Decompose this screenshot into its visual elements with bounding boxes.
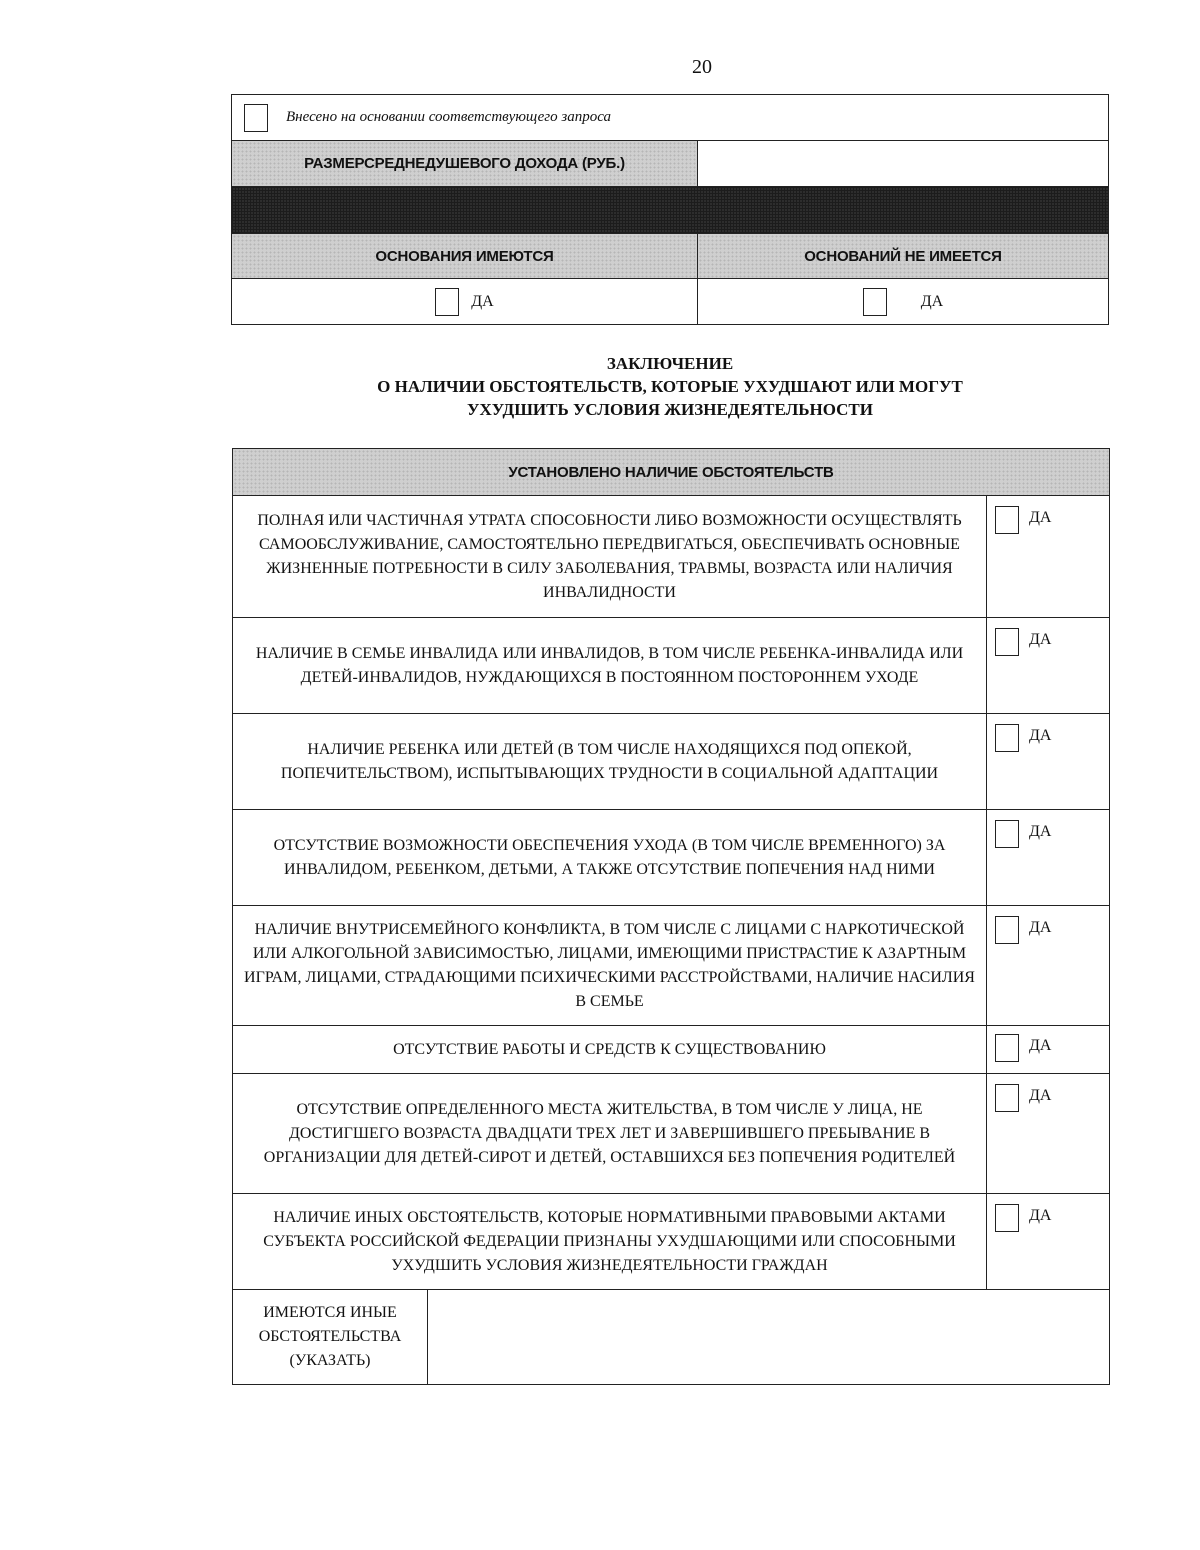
circumstance-row — [233, 714, 1110, 810]
circumstance-row — [233, 1074, 1110, 1194]
conclusion-title-line-1: ЗАКЛЮЧЕНИЕ — [606, 354, 734, 373]
grounds-exist-yes-label: ДА — [471, 292, 494, 310]
circumstance-yes-cell — [987, 1194, 1110, 1290]
grounds-exist-checkbox[interactable] — [435, 288, 459, 316]
circumstance-row — [233, 618, 1110, 714]
circumstance-text: ОТСУТСТВИЕ РАБОТЫ И СРЕДСТВ К СУЩЕСТВОВАНИЮ — [233, 1026, 987, 1074]
circumstance-yes-label: ДА — [1029, 509, 1052, 526]
conclusion-title-line-2: О НАЛИЧИИ ОБСТОЯТЕЛЬСТВ, КОТОРЫЕ УХУДШАЮТ ИЛИ МОГУТ — [377, 377, 963, 396]
circumstance-checkbox[interactable] — [995, 1034, 1019, 1062]
other-label-line-2: ОБСТОЯТЕЛЬСТВА — [258, 1328, 402, 1345]
request-note-row — [232, 95, 1109, 141]
circumstance-row — [233, 906, 1110, 1026]
circumstance-text: НАЛИЧИЕ РЕБЕНКА ИЛИ ДЕТЕЙ (В ТОМ ЧИСЛЕ НАХОДЯЩИХСЯ ПОД ОПЕКОЙ, ПОПЕЧИТЕЛЬСТВОМ), ИСПЫТЫВАЮЩИХ ТРУДНОСТИ В СОЦИАЛЬНОЙ АДАПТАЦИИ — [233, 714, 987, 810]
circumstance-text: НАЛИЧИЕ ВНУТРИСЕМЕЙНОГО КОНФЛИКТА, В ТОМ ЧИСЛЕ С ЛИЦАМИ С НАРКОТИЧЕСКОЙ ИЛИ АЛКОГОЛЬНОЙ ЗАВИСИМОСТЬЮ, ЛИЦАМИ, ИМЕЮЩИМИ ПРИСТРАСТИЕ К АЗАРТНЫМ ИГРАМ, ЛИЦАМИ, СТРАДАЮЩИМИ ПСИХИЧЕСКИМИ РАССТРОЙСТВАМИ, НАЛИЧИЕ НАСИЛИЯ В СЕМЬЕ — [233, 906, 987, 1026]
other-label-line-1: ИМЕЮТСЯ ИНЫЕ — [263, 1304, 397, 1321]
circumstance-row — [233, 1026, 1110, 1074]
circumstance-yes-label: ДА — [1029, 919, 1052, 936]
circumstance-text: НАЛИЧИЕ ИНЫХ ОБСТОЯТЕЛЬСТВ, КОТОРЫЕ НОРМАТИВНЫМИ ПРАВОВЫМИ АКТАМИ СУБЪЕКТА РОССИЙСКОЙ ФЕДЕРАЦИИ ПРИЗНАНЫ УХУДШАЮЩИМИ ИЛИ СПОСОБНЫМИ УХУДШИТЬ УСЛОВИЯ ЖИЗНЕДЕЯТЕЛЬНОСТИ ГРАЖДАН — [233, 1194, 987, 1290]
grounds-not-exist-yes-label: ДА — [920, 292, 944, 310]
grounds-not-exist-header: ОСНОВАНИЙ НЕ ИМЕЕТСЯ — [698, 234, 1109, 279]
circumstance-yes-label: ДА — [1029, 1087, 1052, 1104]
circumstance-yes-cell — [987, 906, 1110, 1026]
circumstance-row — [233, 1194, 1110, 1290]
circumstance-yes-cell — [987, 496, 1110, 618]
circumstance-text: ОТСУТСТВИЕ ВОЗМОЖНОСТИ ОБЕСПЕЧЕНИЯ УХОДА (В ТОМ ЧИСЛЕ ВРЕМЕННОГО) ЗА ИНВАЛИДОМ, РЕБЕНКОМ, ДЕТЬМИ, А ТАКЖЕ ОТСУТСТВИЕ ПОПЕЧЕНИЯ НАД НИМИ — [233, 810, 987, 906]
other-circumstances-field[interactable] — [428, 1290, 1110, 1385]
request-note-label: Внесено на основании соответствующего запроса — [286, 109, 611, 125]
circumstance-checkbox[interactable] — [995, 1204, 1019, 1232]
circumstances-table — [232, 448, 1110, 1385]
income-value-field[interactable] — [698, 141, 1109, 187]
circumstance-checkbox[interactable] — [995, 628, 1019, 656]
grounds-exist-header: ОСНОВАНИЯ ИМЕЮТСЯ — [232, 234, 698, 279]
page-number: 20 — [692, 56, 712, 78]
circumstance-checkbox[interactable] — [995, 724, 1019, 752]
circumstances-header: УСТАНОВЛЕНО НАЛИЧИЕ ОБСТОЯТЕЛЬСТВ — [233, 449, 1110, 496]
circumstance-yes-cell — [987, 618, 1110, 714]
circumstance-checkbox[interactable] — [995, 506, 1019, 534]
conclusion-title — [231, 352, 1109, 421]
circumstance-row — [233, 810, 1110, 906]
circumstance-yes-label: ДА — [1029, 631, 1052, 648]
other-label-line-3: (УКАЗАТЬ) — [289, 1352, 371, 1369]
circumstance-row — [233, 496, 1110, 618]
grounds-table — [231, 94, 1109, 325]
dark-separator-bar — [232, 187, 1109, 234]
circumstance-yes-label: ДА — [1029, 727, 1052, 744]
circumstance-text: НАЛИЧИЕ В СЕМЬЕ ИНВАЛИДА ИЛИ ИНВАЛИДОВ, В ТОМ ЧИСЛЕ РЕБЕНКА-ИНВАЛИДА ИЛИ ДЕТЕЙ-ИНВАЛИДОВ, НУЖДАЮЩИХСЯ В ПОСТОЯННОМ ПОСТОРОННЕМ УХОДЕ — [233, 618, 987, 714]
circumstance-text: ОТСУТСТВИЕ ОПРЕДЕЛЕННОГО МЕСТА ЖИТЕЛЬСТВА, В ТОМ ЧИСЛЕ У ЛИЦА, НЕ ДОСТИГШЕГО ВОЗРАСТА ДВАДЦАТИ ТРЕХ ЛЕТ И ЗАВЕРШИВШЕГО ПРЕБЫВАНИЕ В ОРГАНИЗАЦИИ ДЛЯ ДЕТЕЙ-СИРОТ И ДЕТЕЙ, ОСТАВШИХСЯ БЕЗ ПОПЕЧЕНИЯ РОДИТЕЛЕЙ — [233, 1074, 987, 1194]
circumstance-yes-label: ДА — [1029, 823, 1052, 840]
grounds-exist-yes-cell — [232, 279, 698, 325]
circumstance-yes-cell — [987, 1026, 1110, 1074]
request-checkbox[interactable] — [244, 104, 268, 132]
grounds-not-exist-checkbox[interactable] — [863, 288, 887, 316]
other-circumstances-label — [233, 1290, 428, 1385]
circumstance-checkbox[interactable] — [995, 820, 1019, 848]
circumstance-yes-cell — [987, 714, 1110, 810]
circumstance-yes-cell — [987, 810, 1110, 906]
conclusion-title-line-3: УХУДШИТЬ УСЛОВИЯ ЖИЗНЕДЕЯТЕЛЬНОСТИ — [467, 400, 873, 419]
circumstance-text: ПОЛНАЯ ИЛИ ЧАСТИЧНАЯ УТРАТА СПОСОБНОСТИ ЛИБО ВОЗМОЖНОСТИ ОСУЩЕСТВЛЯТЬ САМООБСЛУЖИВАНИЕ, САМОСТОЯТЕЛЬНО ПЕРЕДВИГАТЬСЯ, ОБЕСПЕЧИВАТЬ ОСНОВНЫЕ ЖИЗНЕННЫЕ ПОТРЕБНОСТИ В СИЛУ ЗАБОЛЕВАНИЯ, ТРАВМЫ, ВОЗРАСТА ИЛИ НАЛИЧИЯ ИНВАЛИДНОСТИ — [233, 496, 987, 618]
circumstance-yes-label: ДА — [1029, 1037, 1052, 1054]
income-label: РАЗМЕРСРЕДНЕДУШЕВОГО ДОХОДА (РУБ.) — [232, 141, 698, 187]
grounds-not-exist-yes-cell — [698, 279, 1109, 325]
circumstance-checkbox[interactable] — [995, 916, 1019, 944]
circumstance-yes-cell — [987, 1074, 1110, 1194]
circumstance-checkbox[interactable] — [995, 1084, 1019, 1112]
circumstance-yes-label: ДА — [1029, 1207, 1052, 1224]
